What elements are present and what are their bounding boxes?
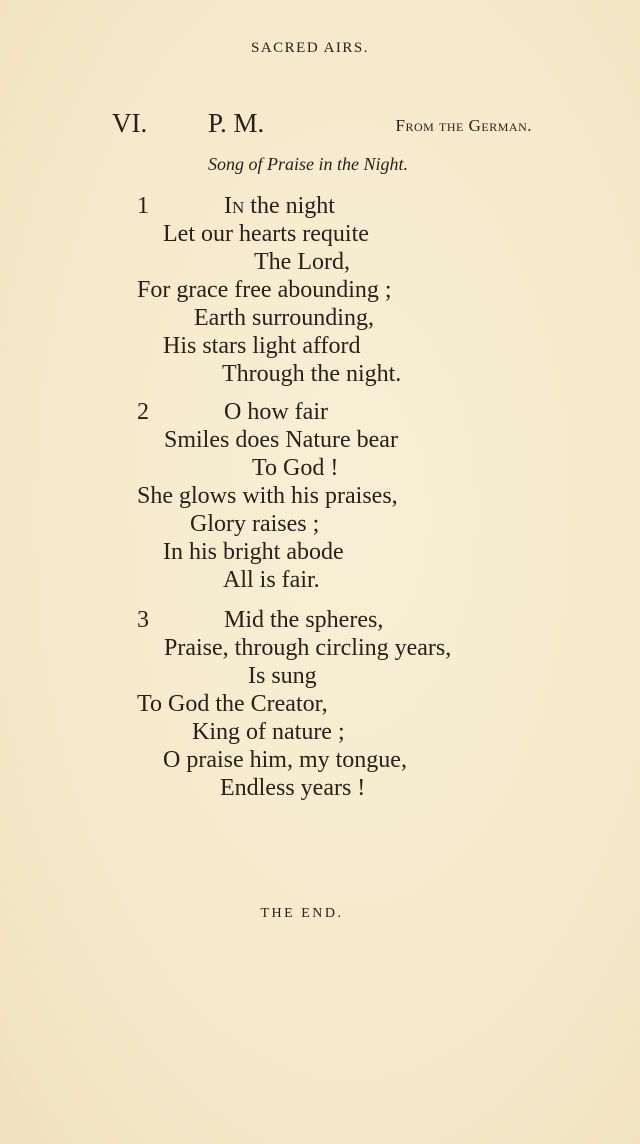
stanza-line: To God the Creator,: [137, 691, 328, 717]
stanza-line: O praise him, my tongue,: [163, 747, 407, 773]
stanza-line: His stars light afford: [163, 333, 361, 359]
stanza-first-word: Mid: [224, 607, 265, 633]
stanza-line: Earth surrounding,: [194, 305, 374, 331]
stanza-number: 1: [137, 193, 149, 219]
stanza-line: In his bright abode: [163, 539, 344, 565]
stanza-first-rest: the night: [244, 193, 335, 219]
hymn-meter: P. M.: [208, 108, 265, 138]
stanza-line: Praise, through circling years,: [164, 635, 452, 661]
stanza-number: 3: [137, 607, 149, 633]
hymn-number: VI.: [112, 108, 148, 138]
running-head: SACRED AIRS.: [250, 40, 370, 56]
hymn-header: [112, 108, 532, 148]
stanza-line: Endless years !: [220, 775, 366, 801]
stanza-line: [224, 606, 383, 634]
stanza-first-rest: how fair: [241, 399, 328, 425]
stanza-line: To God !: [252, 455, 339, 481]
stanza-line: Is sung: [248, 663, 317, 689]
stanza-line: For grace free abounding ;: [137, 277, 392, 303]
stanza-line: Smiles does Nature bear: [164, 427, 398, 453]
stanza-line: [224, 192, 335, 220]
hymn-source: From the German.: [395, 116, 532, 135]
stanza-line: The Lord,: [254, 249, 350, 275]
stanza-line: She glows with his praises,: [137, 483, 398, 509]
stanza-line: [224, 398, 328, 426]
stanza-line: King of nature ;: [192, 719, 345, 745]
stanza-number: 2: [137, 399, 149, 425]
hymn-subtitle: Song of Praise in the Night.: [208, 154, 408, 174]
stanza-line: Let our hearts requite: [163, 221, 369, 247]
stanza-first-word: O: [224, 399, 242, 425]
stanza-line: Through the night.: [222, 361, 402, 387]
stanza-line: Glory raises ;: [190, 511, 320, 537]
stanza-line: All is fair.: [223, 567, 320, 593]
stanza-first-rest: the spheres,: [264, 607, 384, 633]
end-mark: THE END.: [260, 906, 344, 921]
stanza-first-word: In: [224, 193, 245, 219]
